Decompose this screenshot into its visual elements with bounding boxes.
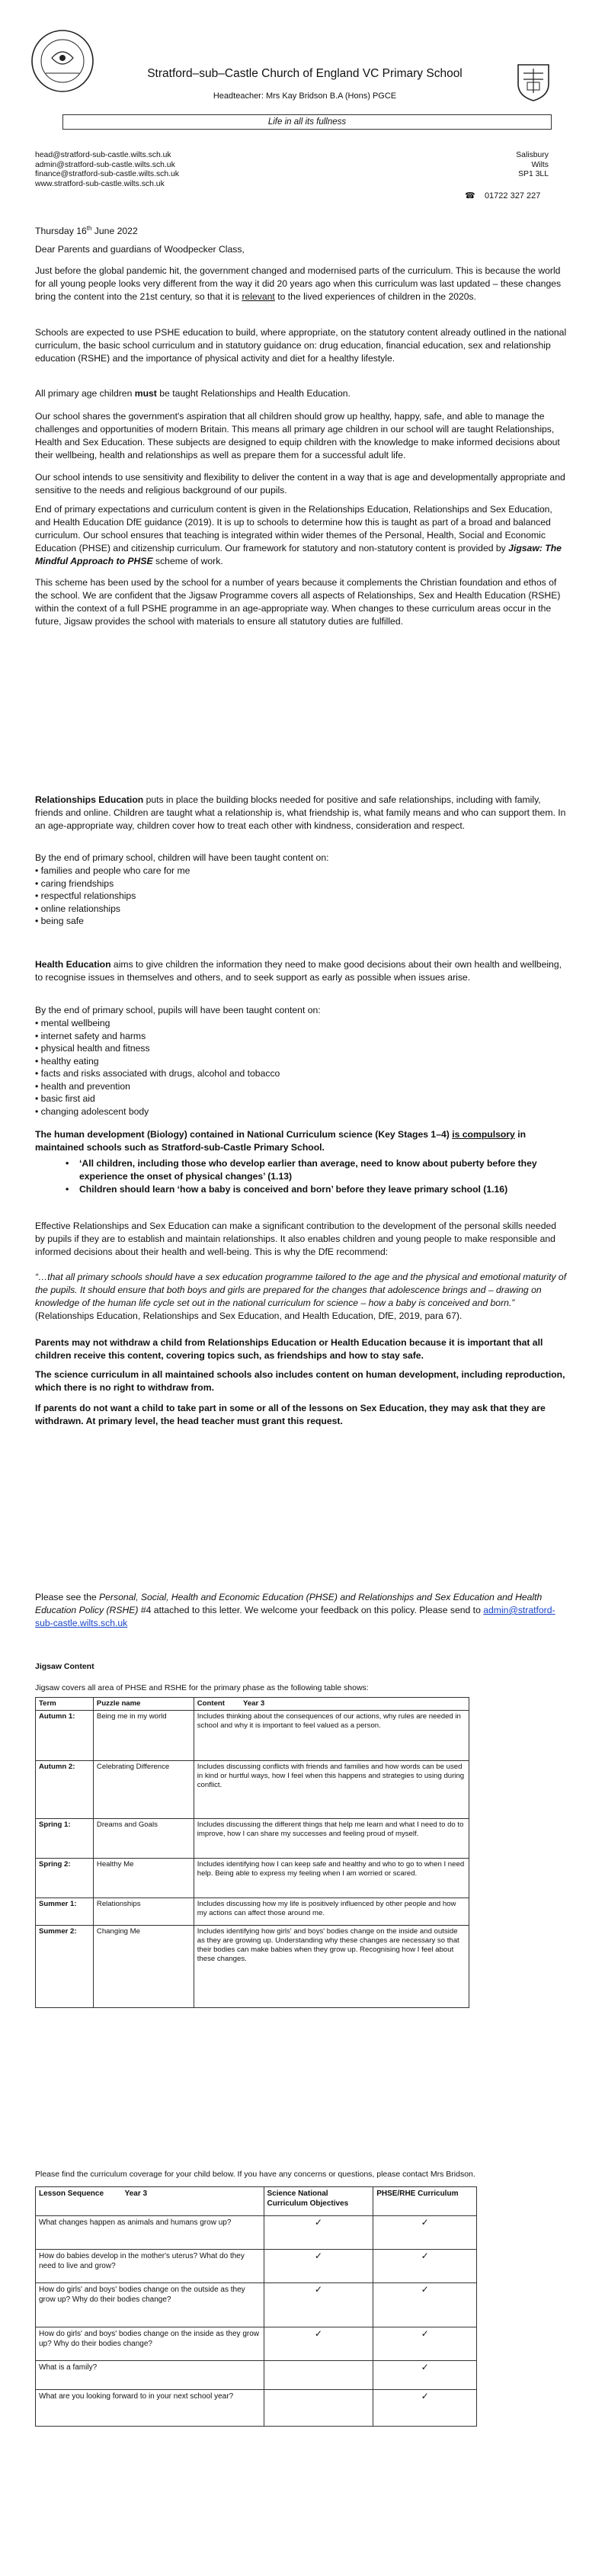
school-address (488, 151, 549, 180)
puzzle-cell: Relationships (93, 1898, 194, 1926)
phone-text: 01722 327 227 (484, 191, 541, 200)
list-item: • respectful relationships (35, 890, 568, 903)
table-row (36, 2216, 477, 2250)
term-cell: Summer 2: (36, 1926, 94, 2008)
table-row (36, 2327, 477, 2361)
list-item: • internet safety and harms (35, 1030, 568, 1043)
paragraph-intro: Just before the global pandemic hit, the government changed and modernised parts of the curriculum. This is because the world for all young people looks very different from the way it did 20 years ago when this curriculum was last updated – these changes bring the content into the 21st century, so that it is relevant to the lived experiences of children in the 2020s. (35, 265, 562, 302)
lesson-question: How do girls' and boys' bodies change on the outside as they grow up? Why do their bodies change? (36, 2283, 264, 2327)
column-header: Lesson Sequence Year 3 (36, 2187, 264, 2216)
science-tick-icon: ✓ (264, 2250, 373, 2283)
list-item: • physical health and fitness (35, 1042, 568, 1055)
science-notice: The science curriculum in all maintained schools also includes content on human development, including reproduction, which there is no right to withdraw from. (35, 1369, 565, 1393)
content-cell: Includes identifying how I can keep safe and healthy and who to go to when I need help. Being able to express my feeling when I am worried or scared. (194, 1859, 469, 1898)
lesson-question: What changes happen as animals and humans grow up? (36, 2216, 264, 2250)
health-education-paragraph: Health Education aims to give children the information they need to make good decisions about their own health and wellbeing, to recognise issues in themselves and others, and to seek support as early as possible when issues arise. (35, 959, 562, 983)
term-cell: Autumn 2: (36, 1761, 94, 1819)
table-row (36, 1859, 469, 1898)
relationships-intro: By the end of primary school, children will have been taught content on: (35, 852, 329, 863)
paragraph-expectations: End of primary expectations and curriculum content is given in the Relationships Education, Relationships and Sex Education, and Health Education DfE guidance (2019). It is up to schools to determine how this is taught as part of a broad and balanced curriculum. Our school ensures that teaching is integrated within wider themes of the Personal, Health, Social and Economic Education (PHSE) and citizenship curriculum. Our framework for statutory and non-statutory content is provided by Jigsaw: The Mindful Approach to PHSE scheme of work. (35, 504, 562, 566)
contact-line[interactable]: www.stratford-sub-castle.wilts.sch.uk (35, 179, 165, 188)
list-item: • families and people who care for me (35, 865, 568, 877)
feedback-email-link[interactable]: admin@stratford-sub-castle.wilts.sch.uk (35, 1605, 555, 1628)
contact-line[interactable]: head@stratford-sub-castle.wilts.sch.uk (35, 151, 171, 159)
list-item: • changing adolescent body (35, 1105, 568, 1118)
telephone-icon: ☎ (465, 191, 475, 200)
term-cell: Summer 1: (36, 1898, 94, 1926)
science-empty-cell (264, 2361, 373, 2390)
address-line: SP1 3LL (518, 170, 549, 178)
headteacher-line: Headteacher: Mrs Kay Bridson B.A (Hons) PGCE (213, 91, 397, 101)
coverage-table (35, 2186, 477, 2427)
list-item: • being safe (35, 915, 568, 928)
paragraph-sensitivity: Our school intends to use sensitivity and flexibility to deliver the content in a way that is age and developmentally appropriate and sensitive to the needs and religious background of our pupils. (35, 472, 565, 496)
table-row (36, 1819, 469, 1859)
jigsaw-intro: Jigsaw covers all area of PHSE and RSHE for the primary phase as the following table shows: (35, 1683, 369, 1692)
table-row (36, 2283, 477, 2327)
lesson-question: What is a family? (36, 2361, 264, 2390)
column-header: Puzzle name (93, 1698, 194, 1711)
paragraph-pshe: Schools are expected to use PSHE education to build, where appropriate, on the statutory content already outlined in the national curriculum, the basic school curriculum and in statutory guidance on: drug education, financial education, sex and relationship education (RSHE) and the importance of physical activity and diet for a healthy lifestyle. (35, 327, 567, 364)
science-tick-icon: ✓ (264, 2216, 373, 2250)
contact-emails (35, 151, 179, 189)
health-list (35, 1017, 568, 1118)
phse-tick-icon: ✓ (373, 2283, 477, 2327)
paragraph-aspiration: Our school shares the government's aspiration that all children should grow up healthy, happy, safe, and able to manage the challenges and opportunities of modern Britain. This means all primary age children in our school will are taught Relationships, Health and Sex Education. These subjects are designed to equip children with the knowledge to make informed decisions about their wellbeing, health and relationships as well as prepare them for a successful adult life. (35, 411, 560, 460)
phse-tick-icon: ✓ (373, 2250, 477, 2283)
list-item: • caring friendships (35, 877, 568, 890)
science-tick-icon: ✓ (264, 2327, 373, 2361)
science-empty-cell (264, 2390, 373, 2427)
content-cell: Includes discussing the different things that help me learn and what I need to do to improve, how I can share my successes and feeling proud of myself. (194, 1819, 469, 1859)
puzzle-cell: Changing Me (93, 1926, 194, 2008)
column-header: Science National Curriculum Objectives (264, 2187, 373, 2216)
coverage-intro: Please find the curriculum coverage for your child below. If you have any concerns or questions, please contact Mrs Bridson. (35, 2170, 475, 2179)
science-tick-icon: ✓ (264, 2283, 373, 2327)
jigsaw-heading: Jigsaw Content (35, 1662, 94, 1671)
table-row (36, 1711, 469, 1761)
puzzle-cell: Dreams and Goals (93, 1819, 194, 1859)
table-row (36, 2250, 477, 2283)
table-row (36, 2361, 477, 2390)
content-cell: Includes discussing how my life is positively influenced by other people and how my actions can affect those around me. (194, 1898, 469, 1926)
content-cell: Includes identifying how girls' and boys' bodies change on the inside and outside as they are growing up. Understanding why these changes are necessary so that their bodies can make babies when they grow up. Recognising how I feel about these changes. (194, 1926, 469, 2008)
letter-date: Thursday 16th June 2022 (35, 225, 138, 237)
puzzle-cell: Being me in my world (93, 1711, 194, 1761)
column-header: Content Year 3 (194, 1698, 469, 1711)
paragraph-must: All primary age children must be taught Relationships and Health Education. (35, 388, 351, 399)
lesson-question: How do girls' and boys' bodies change on the inside as they grow up? Why do their bodies change? (36, 2327, 264, 2361)
letter-greeting: Dear Parents and guardians of Woodpecker Class, (35, 244, 245, 255)
phse-tick-icon: ✓ (373, 2390, 477, 2427)
relationships-list (35, 865, 568, 928)
contact-line[interactable]: finance@stratford-sub-castle.wilts.sch.uk (35, 170, 179, 178)
list-item: • online relationships (35, 903, 568, 916)
address-line: Wilts (531, 160, 549, 169)
list-item: • healthy eating (35, 1055, 568, 1068)
school-name: Stratford–sub–Castle Church of England VC Primary School (147, 67, 463, 80)
table-row (36, 1926, 469, 2008)
human-development-list (66, 1157, 553, 1197)
list-item: • Children should learn ‘how a baby is conceived and born’ before they leave primary school (1.16) (66, 1183, 553, 1196)
list-item: • basic first aid (35, 1092, 568, 1105)
paragraph-jigsaw: This scheme has been used by the school for a number of years because it complements the Christian foundation and ethos of the school. We are confident that the Jigsaw Programme covers all aspects of Relationships, Sex and Health Education (RSHE) within the context of a full PSHE programme in an age-appropriate way. When changes to these curriculum areas occur in the future, Jigsaw provides the school with materials to ensure all statutory duties are fulfilled. (35, 577, 561, 627)
term-cell: Autumn 1: (36, 1711, 94, 1761)
list-item: • mental wellbeing (35, 1017, 568, 1030)
school-motto: Life in all its fullness (62, 114, 552, 130)
lesson-question: How do babies develop in the mother's uterus? What do they need to live and grow? (36, 2250, 264, 2283)
lesson-question: What are you looking forward to in your next school year? (36, 2390, 264, 2427)
table-row (36, 1761, 469, 1819)
list-item: • facts and risks associated with drugs, alcohol and tobacco (35, 1067, 568, 1080)
phse-tick-icon: ✓ (373, 2327, 477, 2361)
phse-tick-icon: ✓ (373, 2216, 477, 2250)
withdrawal-notice: Parents may not withdraw a child from Relationships Education or Health Education because it is important that all children receive this content, covering topics such, as friendships and how to stay safe. (35, 1337, 543, 1361)
table-header-row (36, 1698, 469, 1711)
puzzle-cell: Healthy Me (93, 1859, 194, 1898)
column-header: PHSE/RHE Curriculum (373, 2187, 477, 2216)
phone-number (465, 191, 540, 200)
column-header: Term (36, 1698, 94, 1711)
dfe-quote: “…that all primary schools should have a sex education programme tailored to the age and the physical and emotional maturity of the pupils. It should ensure that both boys and girls are prepared for the changes that adolescence brings and – drawing on knowledge of the human life cycle set out in the national curriculum for science – how a baby is conceived and born.” (Relationships Education, Relationships and Sex Education, and Health Education, DfE, 2019, para 67). (35, 1272, 567, 1321)
content-cell: Includes discussing conflicts with friends and families and how words can be used in kind or hurtful ways, how I feel when this happens and strategies to using during conflict. (194, 1761, 469, 1819)
school-logo (29, 27, 96, 95)
human-development-paragraph: The human development (Biology) contained in National Curriculum science (Key Stages 1–4) is compulsory in maintained schools such as Stratford-sub-Castle Primary School. (35, 1129, 527, 1153)
table-row (36, 2390, 477, 2427)
list-item: • ‘All children, including those who develop earlier than average, need to know about puberty before they experience the onset of physical changes’ (1.13) (66, 1157, 553, 1182)
term-cell: Spring 2: (36, 1859, 94, 1898)
relationships-education-paragraph: Relationships Education puts in place the building blocks needed for positive and safe relationships, including with family, friends and online. Children are taught what a relationship is, what friendship is, what family means and who can support them. In an age-appropriate way, children cover how to treat each other with kindness, consideration and respect. (35, 794, 566, 831)
health-intro: By the end of primary school, pupils will have been taught content on: (35, 1005, 321, 1015)
crest-shield-icon (516, 63, 551, 102)
term-cell: Spring 1: (36, 1819, 94, 1859)
school-crest (516, 63, 551, 102)
address-line: Salisbury (516, 151, 549, 159)
puzzle-cell: Celebrating Difference (93, 1761, 194, 1819)
sex-education-notice: If parents do not want a child to take part in some or all of the lessons on Sex Education, they may ask that they are withdrawn. At primary level, the head teacher must grant this request. (35, 1403, 546, 1426)
phse-tick-icon: ✓ (373, 2361, 477, 2390)
content-cell: Includes thinking about the consequences of our actions, why rules are needed in school and why it is important to feel valued as a person. (194, 1711, 469, 1761)
policy-paragraph: Please see the Personal, Social, Health and Economic Education (PHSE) and Relationships and Sex Education and Health Education Policy (RSHE) #4 attached to this letter. We welcome your feedback on this policy. Please send to admin@stratford-sub-castle.wilts.sch.uk (35, 1592, 555, 1628)
table-row (36, 1898, 469, 1926)
logo-emblem-icon (29, 27, 96, 95)
table-header-row (36, 2187, 477, 2216)
list-item: • health and prevention (35, 1080, 568, 1093)
jigsaw-table (35, 1697, 469, 2008)
contact-line[interactable]: admin@stratford-sub-castle.wilts.sch.uk (35, 160, 175, 169)
sre-paragraph: Effective Relationships and Sex Education can make a significant contribution to the development of the personal skills needed by pupils if they are to establish and maintain relationships. It also enables children and young people to make responsible and informed decisions about their health and well-being. This is why the DfE recommend: (35, 1221, 557, 1257)
